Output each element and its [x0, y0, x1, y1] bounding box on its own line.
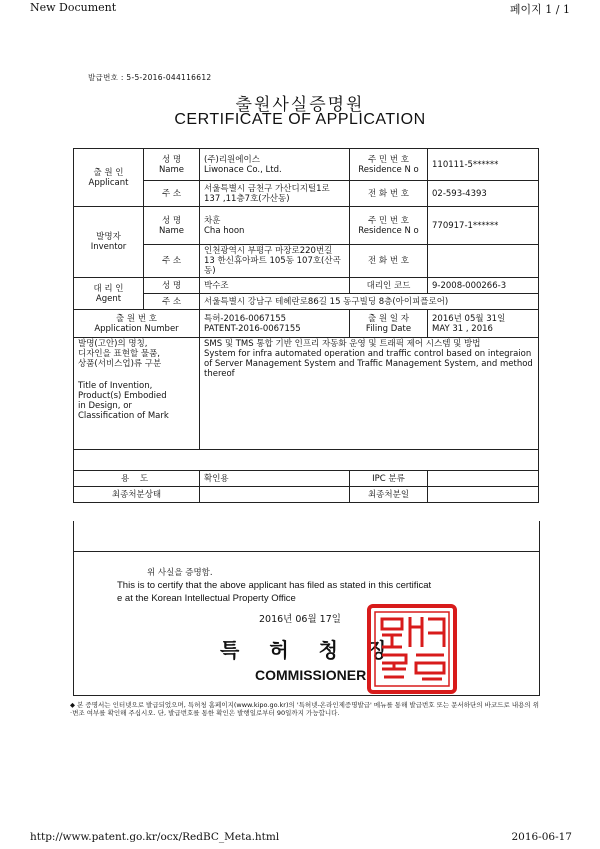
agent-section-label: [74, 278, 144, 310]
filing-date-label: [350, 310, 428, 338]
invention-label-en-3: in Design, or: [78, 401, 132, 411]
footer-note: ◆ 본 증명서는 인터넷으로 발급되었으며, 특허청 홈페이지(www.kipo.go.kr)의 '특허넷-온라인제증명발급' 메뉴를 통해 발급번호 또는 문서하단의 바코드로 내용의 위·변조 여부를 확인해 주십시오. 단, 발급번호를 통한 확인은 발행일로부터 90일까지 가능합니다.: [70, 701, 540, 717]
print-date: 2016-06-17: [511, 831, 572, 843]
inventor-name-value: [200, 207, 350, 245]
applicant-residence-value: 110111-5******: [428, 149, 539, 181]
invention-label-en-4: Classification of Mark: [78, 411, 169, 421]
blank-row: [74, 450, 539, 471]
agent-address-value: 서울특별시 강남구 테헤란로86길 15 동구빌딩 8층(아이피플로어): [200, 294, 539, 310]
applicant-name-value: [200, 149, 350, 181]
applicant-address-value: 서울특별시 금천구 가산디지털1로 137 ,11층7호(가산동): [200, 181, 350, 207]
applicant-address-label: 주 소: [144, 181, 200, 207]
invention-title-label: [74, 338, 200, 450]
applicant-label-en: Applicant: [88, 177, 129, 188]
applicant-name-label-en: Name: [158, 164, 185, 175]
invention-label-ko-3: 상품(서비스업)류 구분: [78, 359, 162, 369]
final-date-label: 최종처분일: [350, 487, 428, 503]
applicant-residence-label-ko: 주 민 번 호: [368, 154, 409, 165]
agent-address-label: 주 소: [144, 294, 200, 310]
agent-code-value: 9-2008-000266-3: [428, 278, 539, 294]
invention-label-en-1: Title of Invention,: [78, 381, 153, 391]
agent-label-ko: 대 리 인: [93, 283, 124, 294]
inventor-name-en: Cha hoon: [204, 225, 245, 236]
inventor-name-label-en: Name: [158, 225, 185, 236]
agent-name-label: 성 명: [144, 278, 200, 294]
application-number-ko: 특허-2016-0067155: [204, 313, 287, 324]
office-name: 특허청장: [220, 638, 418, 662]
print-footer: [0, 831, 600, 849]
applicant-name-ko: (주)리원에이스: [204, 154, 260, 165]
application-number-label: [74, 310, 200, 338]
invention-label-ko-1: 발명(고안)의 명칭,: [78, 339, 148, 349]
inventor-address-label: 주 소: [144, 245, 200, 278]
applicant-section-label: [74, 149, 144, 207]
filing-date-en: MAY 31 , 2016: [432, 323, 493, 334]
applicant-name-label-ko: 성 명: [161, 154, 182, 165]
application-number-label-en: Application Number: [94, 323, 179, 334]
agent-code-label: 대리인 코드: [350, 278, 428, 294]
print-header: [0, 0, 600, 16]
official-seal-icon: [366, 603, 458, 695]
certificate-table: [73, 148, 539, 503]
certification-divider: [73, 551, 540, 552]
applicant-residence-label: [350, 149, 428, 181]
page-url: http://www.patent.go.kr/ocx/RedBC_Meta.html: [30, 831, 280, 843]
inventor-name-label: [144, 207, 200, 245]
certification-statement-en-2: e at the Korean Intellectual Property Office: [117, 593, 296, 604]
applicant-phone-value: 02-593-4393: [428, 181, 539, 207]
document-title: New Document: [30, 1, 117, 14]
inventor-residence-label: [350, 207, 428, 245]
applicant-name-label: [144, 149, 200, 181]
commissioner-label: COMMISSIONER: [255, 667, 367, 683]
invention-label-ko-2: 디자인을 표현할 물품,: [78, 349, 161, 359]
final-status-value: [200, 487, 350, 503]
agent-label-en: Agent: [95, 293, 122, 304]
usage-value: 확인용: [200, 471, 350, 487]
inventor-residence-label-en: Residence N o: [358, 225, 419, 236]
filing-date-label-ko: 출 원 일 자: [368, 313, 409, 324]
final-date-value: [428, 487, 539, 503]
invention-title-ko: SMS 및 TMS 통합 기반 인프리 자동화 운영 및 트래픽 제어 시스템 및 방법: [204, 339, 481, 349]
certification-statement-en-1: This is to certify that the above applicant has filed as stated in this certificat: [117, 580, 432, 591]
certification-statement-ko: 위 사실을 증명함.: [147, 568, 213, 578]
invention-title-value: [200, 338, 539, 450]
ipc-value: [428, 471, 539, 487]
inventor-residence-value: 770917-1******: [428, 207, 539, 245]
inventor-address-value: 인천광역시 부평구 마장로220번길 13 한신휴아파트 105동 107호(산곡동): [200, 245, 350, 278]
inventor-phone-value: [428, 245, 539, 278]
issue-number: 발급번호 : 5-5-2016-044116612: [88, 73, 212, 82]
inventor-label-en: Inventor: [90, 242, 127, 252]
certificate-title-korean: 출원사실증명원: [235, 95, 365, 115]
inventor-name-label-ko: 성 명: [161, 215, 182, 226]
certificate-title-english: CERTIFICATE OF APPLICATION: [174, 111, 426, 128]
final-status-label: 최종처분상태: [74, 487, 200, 503]
inventor-name-ko: 차훈: [204, 215, 221, 226]
application-number-en: PATENT-2016-0067155: [204, 323, 301, 334]
invention-title-en: System for infra automated operation and traffic control based on integraion of Server Management System and Traffic Management System, and method thereof: [204, 349, 533, 379]
application-number-value: [200, 310, 350, 338]
inventor-label-ko: 발명자: [96, 232, 121, 242]
invention-label-en-2: Product(s) Embodied: [78, 391, 167, 401]
ipc-label: IPC 분류: [350, 471, 428, 487]
inventor-residence-label-ko: 주 민 번 호: [368, 215, 409, 226]
page-indicator: 페이지 1 / 1: [509, 3, 570, 16]
filing-date-ko: 2016년 05월 31일: [432, 313, 506, 324]
inventor-section-label: [74, 207, 144, 278]
applicant-residence-label-en: Residence N o: [358, 164, 419, 175]
agent-name-value: 박수조: [200, 278, 350, 294]
filing-date-label-en: Filing Date: [365, 323, 412, 334]
applicant-phone-label: 전 화 번 호: [350, 181, 428, 207]
usage-label: 용 도: [74, 471, 200, 487]
filing-date-value: [428, 310, 539, 338]
application-number-label-ko: 출 원 번 호: [116, 313, 157, 324]
applicant-name-en: Liwonace Co., Ltd.: [204, 164, 282, 175]
inventor-phone-label: 전 화 번 호: [350, 245, 428, 278]
applicant-label-ko: 출 원 인: [93, 167, 124, 178]
certification-date: 2016년 06월 17일: [259, 614, 341, 625]
